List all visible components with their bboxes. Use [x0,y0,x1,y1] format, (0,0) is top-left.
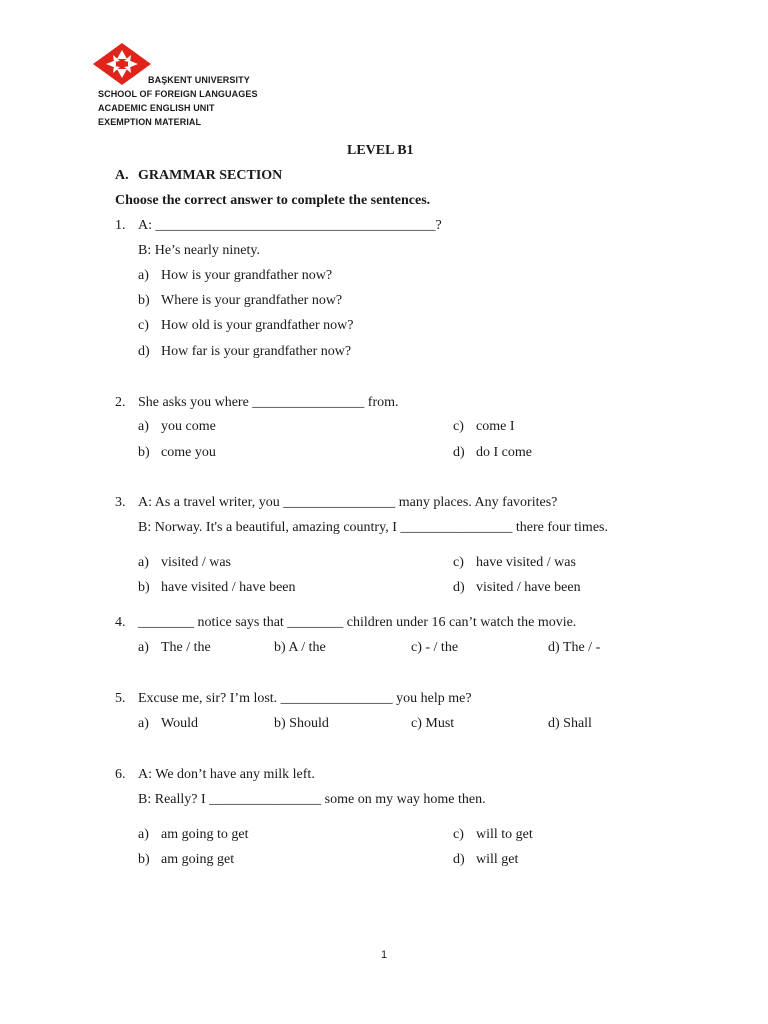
option-text: have visited / was [476,555,576,570]
option-label: a) [138,419,149,434]
question-number: 4. [115,615,126,630]
answer-option[interactable] [453,555,576,571]
unit-name: ACADEMIC ENGLISH UNIT [98,103,215,113]
answer-option[interactable] [138,640,211,656]
school-name: SCHOOL OF FOREIGN LANGUAGES [98,89,258,99]
page-number: 1 [380,949,388,961]
question-number: 3. [115,495,126,510]
question-line: A: As a travel writer, you ________________ many places. Any favorites? [138,495,558,510]
university-name: BAŞKENT UNIVERSITY [148,75,250,85]
option-label: a) [138,268,149,283]
answer-option[interactable] [274,716,329,732]
option-label: a) [138,827,149,842]
level-title: LEVEL B1 [347,143,414,158]
answer-option[interactable] [411,716,454,732]
answer-option[interactable] [453,852,518,868]
option-text: Would [161,716,198,731]
option-text: come you [161,445,216,460]
option-label: d) [453,852,465,867]
option-text: c) - / the [411,640,459,655]
answer-option[interactable] [138,344,351,360]
option-label: d) [453,580,465,595]
option-text: visited / was [161,555,231,570]
answer-option[interactable] [548,716,592,732]
question-line: She asks you where ________________ from. [138,395,399,410]
option-label: b) [138,852,150,867]
option-label: d) [453,445,465,460]
option-text: Where is your grandfather now? [161,293,343,308]
question-line: B: Really? I ________________ some on my way home then. [138,792,486,807]
option-text: d) Shall [548,716,592,731]
answer-option[interactable] [138,852,234,868]
option-text: will to get [476,827,533,842]
question-line: B: Norway. It's a beautiful, amazing country, I ________________ there four times. [138,520,608,535]
material-name: EXEMPTION MATERIAL [98,117,202,127]
answer-option[interactable] [138,419,216,435]
option-text: d) The / - [548,640,601,655]
option-text: b) Should [274,716,329,731]
answer-option[interactable] [453,445,532,461]
question-number: 6. [115,767,126,782]
option-label: b) [138,580,150,595]
answer-option[interactable] [453,580,581,596]
answer-option[interactable] [138,580,296,596]
option-label: d) [138,344,150,359]
option-text: visited / have been [476,580,581,595]
option-label: c) [453,419,464,434]
option-label: b) [138,445,150,460]
section-title: GRAMMAR SECTION [138,168,283,183]
question-number: 5. [115,691,126,706]
answer-option[interactable] [138,318,353,334]
option-text: am going get [161,852,235,867]
option-label: a) [138,640,149,655]
section-letter: A. [115,168,129,183]
option-text: How far is your grandfather now? [161,344,352,359]
question-line: A: We don’t have any milk left. [138,767,315,782]
option-label: a) [138,716,149,731]
option-text: have visited / have been [161,580,296,595]
question-line: ________ notice says that ________ children under 16 can’t watch the movie. [138,615,577,630]
question-line: A: ________________________________________? [138,218,442,233]
option-label: b) [138,293,150,308]
option-text: come I [476,419,515,434]
option-text: The / the [161,640,211,655]
option-text: c) Must [411,716,455,731]
option-text: will get [476,852,519,867]
answer-option[interactable] [453,419,514,435]
answer-option[interactable] [138,555,231,571]
question-line: B: He’s nearly ninety. [138,243,260,258]
option-text: b) A / the [274,640,326,655]
question-line: Excuse me, sir? I’m lost. ________________ you help me? [138,691,472,706]
option-text: you come [161,419,216,434]
option-text: do I come [476,445,532,460]
answer-option[interactable] [411,640,458,656]
answer-option[interactable] [138,268,332,284]
option-text: How old is your grandfather now? [161,318,354,333]
answer-option[interactable] [453,827,533,843]
option-label: c) [453,827,464,842]
answer-option[interactable] [138,445,216,461]
option-label: a) [138,555,149,570]
option-label: c) [453,555,464,570]
answer-option[interactable] [274,640,326,656]
question-number: 2. [115,395,126,410]
option-text: am going to get [161,827,249,842]
answer-option[interactable] [138,293,342,309]
university-logo [92,42,152,86]
answer-option[interactable] [138,716,198,732]
instructions: Choose the correct answer to complete the sentences. [115,193,431,208]
answer-option[interactable] [138,827,249,843]
answer-option[interactable] [548,640,600,656]
question-number: 1. [115,218,126,233]
option-text: How is your grandfather now? [161,268,333,283]
option-label: c) [138,318,149,333]
